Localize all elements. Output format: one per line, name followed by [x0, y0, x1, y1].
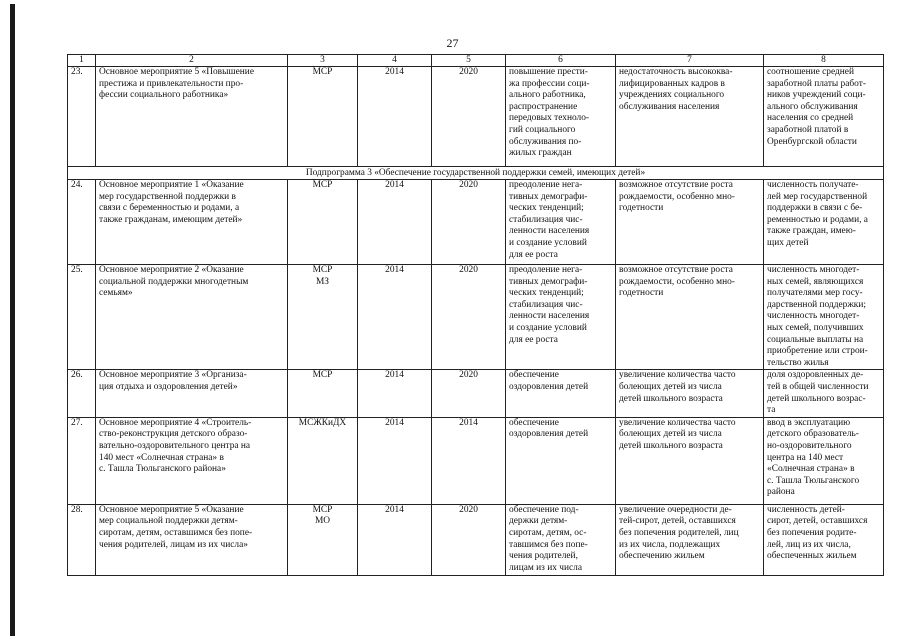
measure-cell: Основное мероприятие 4 «Строитель- ство-реконструкция детского образо- вательно-оздоровительного центра на 140 мест «Солнечная страна» в с. Ташла Тюльганского района»	[96, 417, 288, 504]
end-year-cell: 2020	[432, 265, 506, 370]
end-year-cell: 2014	[432, 417, 506, 504]
row-number: 23.	[68, 67, 96, 167]
header-cell: 3	[288, 55, 358, 67]
measure-cell: Основное мероприятие 2 «Оказание социальной поддержки многодетным семьям»	[96, 265, 288, 370]
result-cell: обеспечение оздоровления детей	[506, 417, 616, 504]
scan-edge-bar	[10, 4, 15, 636]
end-year-cell: 2020	[432, 370, 506, 417]
start-year-cell: 2014	[358, 67, 432, 167]
end-year-cell: 2020	[432, 67, 506, 167]
result-cell: обеспечение под- держки детям- сиротам, детям, ос- тавшимся без попе- чения родителей, лицам из их числа	[506, 504, 616, 575]
header-cell: 2	[96, 55, 288, 67]
row-number: 25.	[68, 265, 96, 370]
table-row	[68, 180, 884, 265]
row-number: 28.	[68, 504, 96, 575]
table-row	[68, 504, 884, 575]
header-row	[68, 55, 884, 67]
header-cell: 7	[616, 55, 764, 67]
row-number: 26.	[68, 370, 96, 417]
indicator-cell: соотношение средней заработной платы работ- ников учреждений соци- ального обслуживания населения со средней заработной платой в Оренбургской области	[764, 67, 884, 167]
executor-cell: МСЖКиДХ	[288, 417, 358, 504]
start-year-cell: 2014	[358, 370, 432, 417]
subprogram-title: Подпрограмма 3 «Обеспечение государственной поддержки семей, имеющих детей»	[68, 167, 884, 180]
start-year-cell: 2014	[358, 504, 432, 575]
header-cell: 6	[506, 55, 616, 67]
row-number: 27.	[68, 417, 96, 504]
header-cell: 4	[358, 55, 432, 67]
measure-cell: Основное мероприятие 3 «Организа- ция отдыха и оздоровления детей»	[96, 370, 288, 417]
risk-cell: возможное отсутствие роста рождаемости, особенно мно- годетности	[616, 180, 764, 265]
executor-cell: МСР	[288, 67, 358, 167]
measure-cell: Основное мероприятие 5 «Оказание мер социальной поддержки детям- сиротам, детям, оставшимся без попе- чения родителей, лицам из их числа»	[96, 504, 288, 575]
risk-cell: увеличение очередности де- тей-сирот, детей, оставшихся без попечения родителей, лиц из их числа, подлежащих обеспечению жильем	[616, 504, 764, 575]
measure-cell: Основное мероприятие 1 «Оказание мер государственной поддержки в связи с беременностью и родами, а также гражданам, имеющим детей»	[96, 180, 288, 265]
result-cell: повышение прести- жа профессии соци- ального работника, распространение передовых техноло- гий социального обслуживания по- жилых граждан	[506, 67, 616, 167]
risk-cell: недостаточность высококва- лифицированных кадров в учреждениях социального обслуживания населения	[616, 67, 764, 167]
executor-cell: МСР МО	[288, 504, 358, 575]
result-cell: преодоление нега- тивных демографи- ческих тенденций; стабилизация чис- ленности населения и создание условий для ее роста	[506, 180, 616, 265]
risk-cell: увеличение количества часто болеющих детей из числа детей школьного возраста	[616, 417, 764, 504]
start-year-cell: 2014	[358, 265, 432, 370]
end-year-cell: 2020	[432, 180, 506, 265]
end-year-cell: 2020	[432, 504, 506, 575]
indicator-cell: численность получате- лей мер государственной поддержки в связи с бе- ременностью и родами, а также граждан, имею- щих детей	[764, 180, 884, 265]
risk-cell: возможное отсутствие роста рождаемости, особенно мно- годетности	[616, 265, 764, 370]
measures-table	[67, 54, 884, 576]
executor-cell: МСР МЗ	[288, 265, 358, 370]
header-cell: 5	[432, 55, 506, 67]
start-year-cell: 2014	[358, 417, 432, 504]
indicator-cell: численность детей- сирот, детей, оставшихся без попечения родите- лей, лиц из их числа, обеспеченных жильем	[764, 504, 884, 575]
start-year-cell: 2014	[358, 180, 432, 265]
risk-cell: увеличение количества часто болеющих детей из числа детей школьного возраста	[616, 370, 764, 417]
header-cell: 8	[764, 55, 884, 67]
table-row	[68, 417, 884, 504]
measure-cell: Основное мероприятие 5 «Повышение престижа и привлекательности про- фессии социального работника»	[96, 67, 288, 167]
result-cell: преодоление нега- тивных демографи- ческих тенденций; стабилизация чис- ленности населения и создание условий для ее роста	[506, 265, 616, 370]
page-number: 27	[446, 36, 459, 50]
table-row	[68, 265, 884, 370]
header-cell: 1	[68, 55, 96, 67]
subprogram-row	[68, 167, 884, 180]
row-number: 24.	[68, 180, 96, 265]
indicator-cell: доля оздоровленных де- тей в общей численности детей школьного возрас- та	[764, 370, 884, 417]
table-row	[68, 370, 884, 417]
indicator-cell: численность многодет- ных семей, являющихся получателями мер госу- дарственной поддержки; численность многодет- ных семей, получивших социальные выплаты на приобретение или строи- тельство жилья	[764, 265, 884, 370]
table-row	[68, 67, 884, 167]
executor-cell: МСР	[288, 180, 358, 265]
result-cell: обеспечение оздоровления детей	[506, 370, 616, 417]
indicator-cell: ввод в эксплуатацию детского образователь- но-оздоровительного центра на 140 мест «Солнечная страна» в с. Ташла Тюльганского района	[764, 417, 884, 504]
executor-cell: МСР	[288, 370, 358, 417]
